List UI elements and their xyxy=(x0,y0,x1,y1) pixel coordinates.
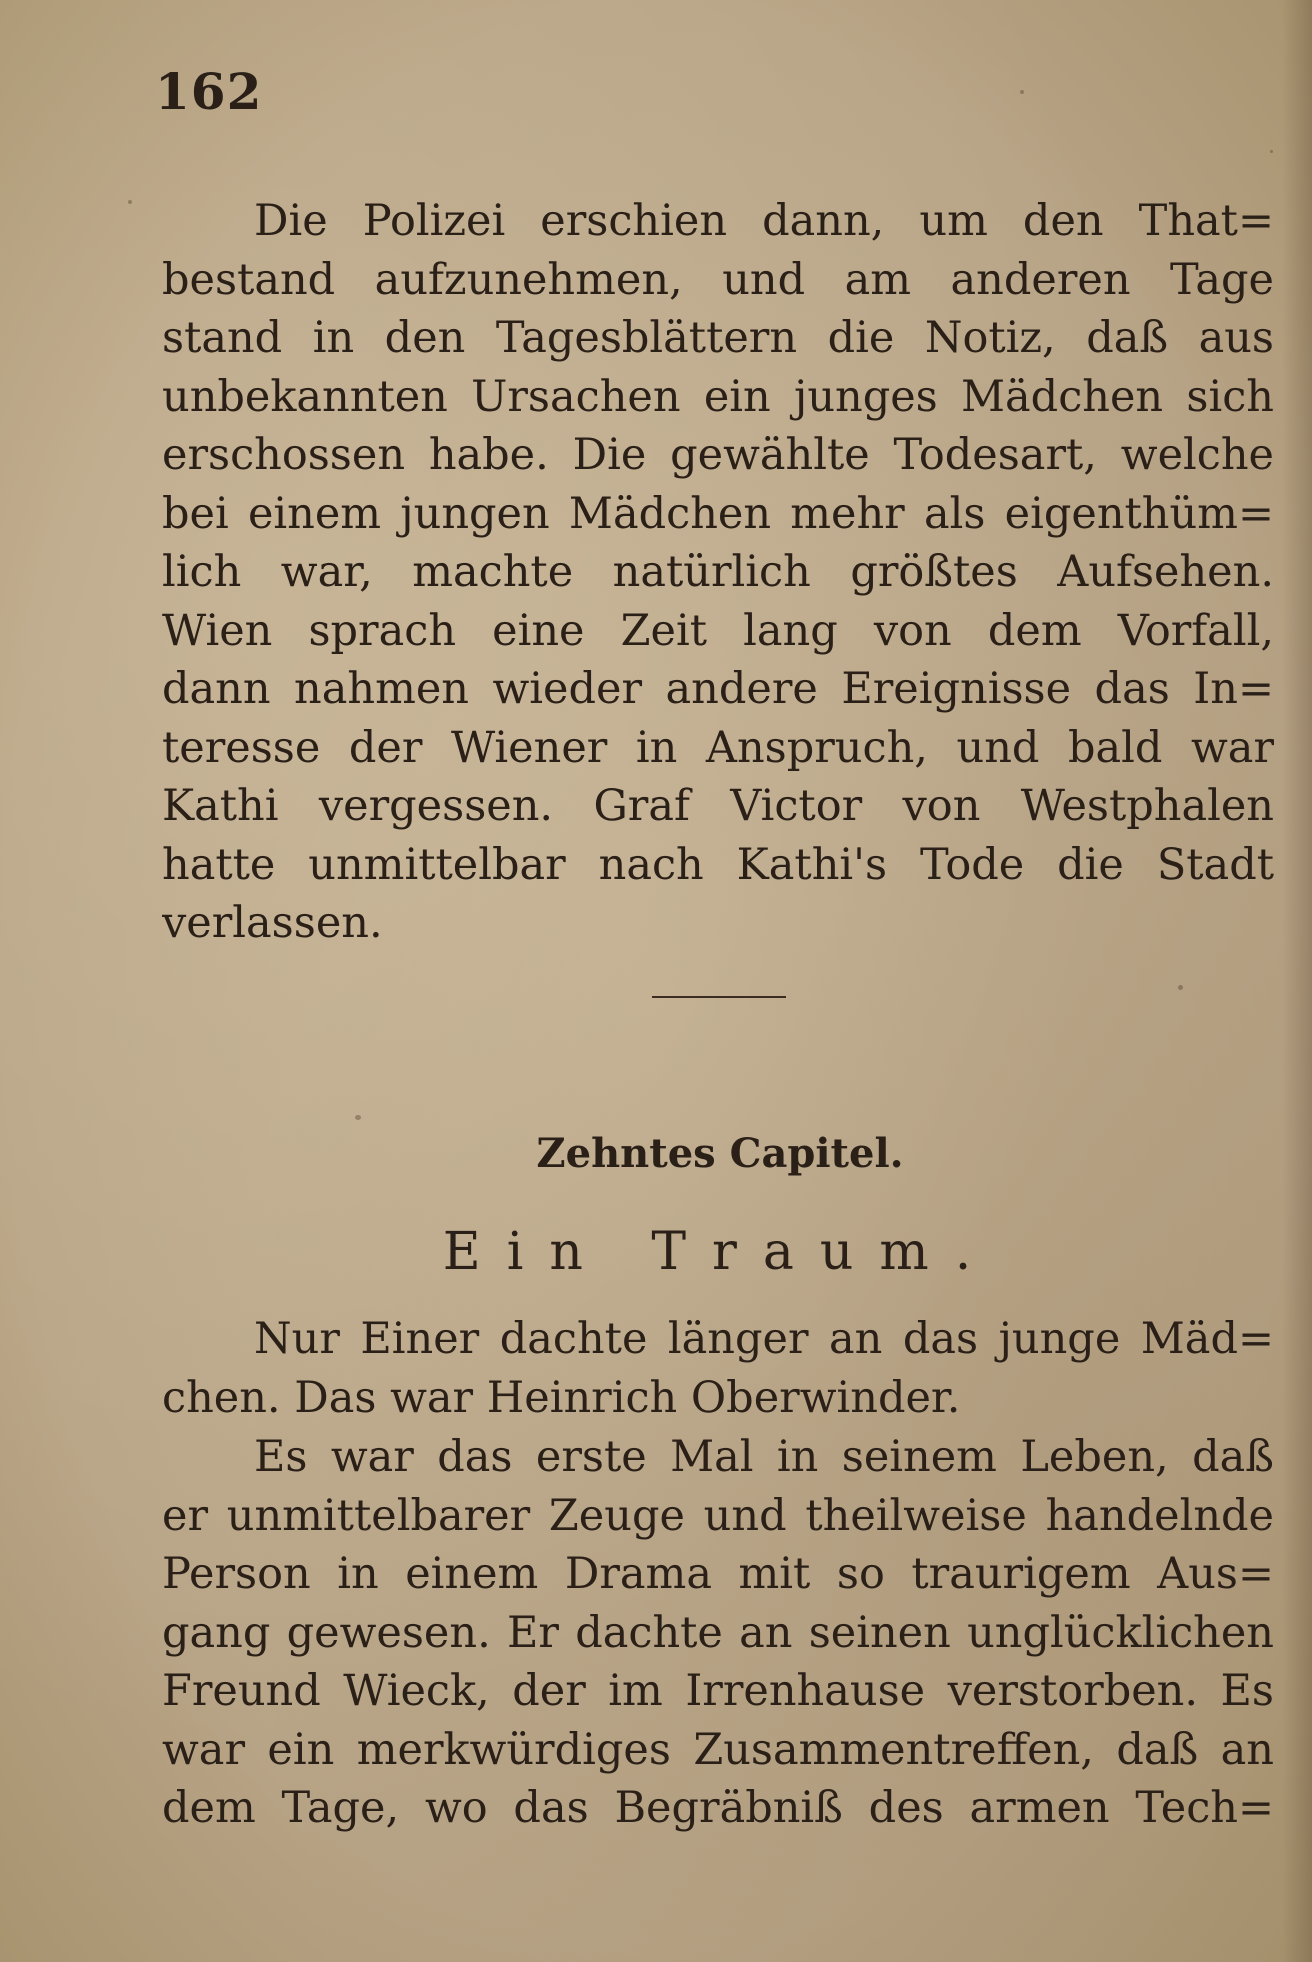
chapter-number: Zehntes Capitel. xyxy=(536,1130,904,1177)
paper-speck xyxy=(1178,985,1183,990)
paper-speck xyxy=(128,200,132,204)
text-line: Person in einem Drama mit so traurigem Aus= xyxy=(162,1549,1274,1599)
text-line: teresse der Wiener in Anspruch, und bald war xyxy=(162,722,1274,773)
text-line: dann nahmen wieder andere Ereignisse das In= xyxy=(162,664,1274,714)
text-line: Freund Wieck, der im Irrenhause verstorben. Es xyxy=(162,1666,1274,1716)
text-line: Nur Einer dachte länger an das junge Mäd= xyxy=(254,1314,1274,1364)
text-line: dem Tage, wo das Begräbniß des armen Tech= xyxy=(162,1783,1274,1833)
text-line: bei einem jungen Mädchen mehr als eigenthüm= xyxy=(162,488,1274,539)
text-line: unbekannten Ursachen ein junges Mädchen sich xyxy=(162,371,1274,422)
page-edge-shadow xyxy=(1282,0,1312,1962)
text-line: verlassen. xyxy=(162,898,383,948)
text-line: Die Polizei erschien dann, um den That= xyxy=(254,196,1274,246)
text-line: stand in den Tagesblättern die Notiz, daß aus xyxy=(162,313,1274,363)
text-line: Kathi vergessen. Graf Victor von Westphalen xyxy=(162,781,1274,831)
text-line: war ein merkwürdiges Zusammentreffen, daß an xyxy=(162,1724,1274,1775)
text-line: hatte unmittelbar nach Kathi's Tode die Stadt xyxy=(162,839,1274,890)
paragraph-2 xyxy=(162,1310,1274,1427)
section-divider xyxy=(652,996,786,998)
text-line: gang gewesen. Er dachte an seinen unglücklichen xyxy=(162,1607,1274,1658)
paper-speck xyxy=(1020,90,1024,94)
page-number: 162 xyxy=(155,62,263,121)
chapter-title: Ein Traum. xyxy=(442,1222,998,1282)
paper-speck xyxy=(1270,150,1273,153)
text-line: chen. Das war Heinrich Oberwinder. xyxy=(162,1372,961,1423)
text-line: Wien sprach eine Zeit lang von dem Vorfall, xyxy=(162,605,1274,656)
paragraph-1 xyxy=(162,192,1274,953)
paragraph-3 xyxy=(162,1428,1274,1838)
text-line: lich war, machte natürlich größtes Aufsehen. xyxy=(162,547,1274,597)
text-line: erschossen habe. Die gewählte Todesart, welche xyxy=(162,430,1274,480)
text-line: Es war das erste Mal in seinem Leben, daß xyxy=(254,1432,1274,1482)
text-line: er unmittelbarer Zeuge und theilweise handelnde xyxy=(162,1490,1274,1541)
paper-speck xyxy=(355,1115,361,1120)
text-line: bestand aufzunehmen, und am anderen Tage xyxy=(162,254,1274,305)
